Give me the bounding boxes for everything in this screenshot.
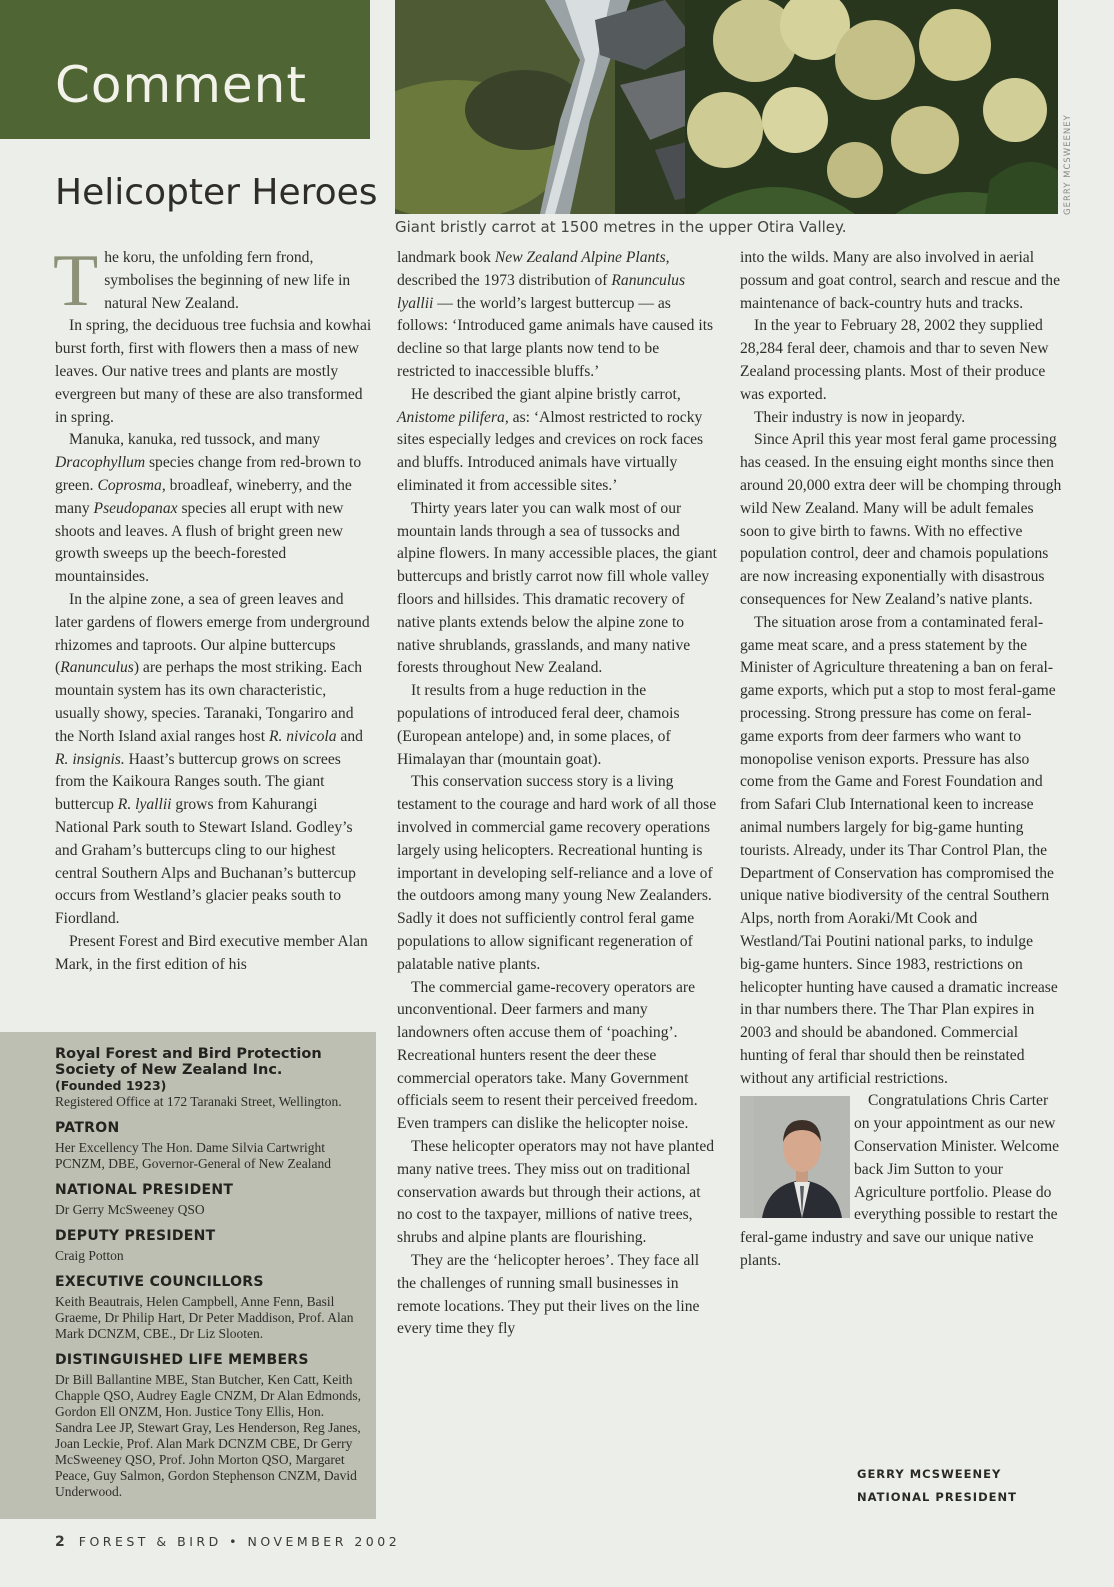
page-footer [55, 1534, 400, 1550]
patron-text: Her Excellency The Hon. Dame Silvia Cartwright PCNZM, DBE, Governor-General of New Zealand [55, 1140, 332, 1171]
photo-credit: GERRY MCSWEENEY [1063, 114, 1073, 215]
society-office: Registered Office at 172 Taranaki Street, Wellington. [55, 1094, 342, 1109]
author-signature [857, 1463, 1017, 1509]
society-info-box [0, 1032, 376, 1519]
paragraph-3: Manuka, kanuka, red tussock, and many Dracophyllum species change from red-brown to green. Coprosma, broadleaf, wineberry, and the many Pseudopanax species all erupt with new shoots and leaves. A flush of bright green new growth sweeps up the beech-forested mountainsides. [55, 431, 362, 586]
paragraph-7: Thirty years later you can walk most of our mountain lands through a sea of tussocks and alpine flowers. In many accessible places, the giant buttercups and bristly carrot now fill whole valley floors and hillsides. This dramatic recovery of native plants extends below the alpine zone to native shrublands, grasslands, and many native forests throughout New Zealand. [397, 499, 717, 677]
paragraph-2: In spring, the deciduous tree fuchsia and kowhai burst forth, first with flowers then a mass of new leaves. Our native trees and plants are mostly evergreen but many of these are also transformed in spring. [55, 317, 372, 426]
paragraph-9: This conservation success story is a living testament to the courage and hard work of all those involved in commercial game recovery operations largely using helicopters. Recreational hunting is important in developing self-reliance and a love of the outdoors among many young New Zealanders. Sadly it does not sufficiently control feral game populations to allow significant regeneration of palatable native plants. [397, 773, 717, 973]
paragraph-10: The commercial game-recovery operators are unconventional. Deer farmers and many landowners often accuse them of ‘poaching’. Recreational hunters resent the deer these commercial operators take. Many Government officials seem to resent their perceived freedom. Even trampers can dislike the helicopter noise. [397, 978, 698, 1133]
paragraph-5-continued: landmark book New Zealand Alpine Plants, described the 1973 distribution of Ranunculus lyallii — the world’s largest buttercup — as follows: ‘Introduced game animals have caused its decline so that large plants now tend to be restricted to inaccessible bluffs.’ [397, 249, 714, 380]
deputy-text: Craig Potton [55, 1248, 124, 1263]
councillors-text: Keith Beautrais, Helen Campbell, Anne Fenn, Basil Graeme, Dr Philip Hart, Dr Peter Maddison, Prof. Alan Mark DCNZM, CBE., Dr Liz Slooten. [55, 1294, 354, 1341]
paragraph-16: The situation arose from a contaminated feral-game meat scare, and a press statement by the Minister of Agriculture threatening a ban on feral-game exports, which put a stop to most feral-game processing. Strong pressure has come on feral-game exports from deer farmers who want to monopolise venison exports. Pressure has also come from the Game and Forest Foundation and from Safari Club International keen to increase animal numbers largely for big-game hunting tourists. Already, under its Thar Control Plan, the Department of Conservation has compromised the unique native biodiversity of the central Southern Alps, north from Aoraki/Mt Cook and Westland/Tai Poutini national parks, to indulge big-game hunters. Since 1983, restrictions on helicopter hunting have caused a dramatic increase in thar numbers there. The Thar Plan expires in 2003 and should be abandoned. Commercial hunting of feral thar should then be reinstated without any artificial restrictions. [740, 613, 1058, 1087]
life-members-heading: DISTINGUISHED LIFE MEMBERS [55, 1352, 309, 1368]
patron-heading: PATRON [55, 1120, 120, 1136]
paragraph-17: Congratulations Chris Carter on your appointment as our new Conservation Minister. Welcome back Jim Sutton to your Agriculture portfolio. Please do everything possible to restart the feral-game industry and save our unique native plants. [740, 1092, 1060, 1270]
deputy-heading: DEPUTY PRESIDENT [55, 1228, 216, 1244]
paragraph-14: Their industry is now in jeopardy. [754, 408, 966, 426]
paragraph-13: In the year to February 28, 2002 they supplied 28,284 feral deer, chamois and thar to seven New Zealand processing plants. Most of their produce was exported. [740, 317, 1049, 403]
paragraph-1: The koru, the unfolding fern frond, symbolises the beginning of new life in natural New Zealand. [53, 240, 351, 322]
paragraph-12: They are the ‘helicopter heroes’. They face all the challenges of running small businesses in remote locations. They put their lives on the line every time they fly [397, 1252, 700, 1338]
life-members-text: Dr Bill Ballantine MBE, Stan Butcher, Ken Catt, Keith Chapple QSO, Audrey Eagle CNZM, Dr Alan Edmonds, Gordon Ell ONZM, Hon. Justice Tony Ellis, Hon. Sandra Lee JP, Stewart Gray, Les Henderson, Reg Janes, Joan Leckie, Prof. Alan Mark DCNZM CBE, Dr Gerry McSweeney QSO, Prof. John Morton QSO, Margaret Peace, Guy Salmon, Gordon Stephenson CNZM, David Underwood. [55, 1372, 361, 1499]
paragraph-8: It results from a huge reduction in the populations of introduced feral deer, chamois (European antelope) and, in some places, of Himalayan thar (mountain goat). [397, 682, 680, 768]
article-column-3 [740, 247, 1062, 1273]
society-founded: (Founded 1923) [55, 1078, 167, 1093]
section-label: Comment [55, 56, 307, 114]
paragraph-6: He described the giant alpine bristly carrot, Anistome pilifera, as: ‘Almost restricted to rocky sites especially ledges and crevices on rock faces and bluffs. Introduced animals have virtually eliminated it from accessible sites.’ [397, 385, 704, 494]
comment-banner [0, 0, 370, 139]
president-text: Dr Gerry McSweeney QSO [55, 1202, 205, 1217]
author-portrait [740, 1096, 836, 1218]
paragraph-15: Since April this year most feral game processing has ceased. In the ensuing eight months since then around 20,000 extra deer will be chomping through wild New Zealand. Many will be adult females soon to give birth to fawns. With no effective population control, deer and chamois populations are now increasing exponentially with disastrous consequences for New Zealand’s native plants. [740, 431, 1062, 608]
article-column-2 [397, 247, 717, 1341]
paragraph-5: Present Forest and Bird executive member Alan Mark, in the first edition of his [55, 932, 368, 973]
page-number: 2 [55, 1534, 65, 1550]
article-column-1 [53, 240, 375, 977]
paragraph-12-continued: into the wilds. Many are also involved in aerial possum and goat control, search and rescue and the maintenance of back-country huts and tracks. [740, 249, 1060, 312]
president-heading: NATIONAL PRESIDENT [55, 1182, 234, 1198]
footer-text: FOREST & BIRD • NOVEMBER 2002 [78, 1534, 401, 1549]
councillors-heading: EXECUTIVE COUNCILLORS [55, 1274, 264, 1290]
giant-bristly-carrot-photo [395, 0, 1058, 214]
paragraph-11: These helicopter operators may not have planted many native trees. They miss out on traditional conservation awards but through their actions, at no cost to the taxpayer, millions of native trees, shrubs and alpine plants are flourishing. [397, 1138, 715, 1247]
article-headline: Helicopter Heroes [55, 172, 378, 213]
author-name: GERRY MCSWEENEY [857, 1467, 1002, 1481]
society-name: Royal Forest and Bird Protection Society of New Zealand Inc. [55, 1046, 322, 1078]
author-title: NATIONAL PRESIDENT [857, 1490, 1017, 1504]
drop-cap: T [53, 240, 99, 322]
paragraph-4: In the alpine zone, a sea of green leaves and later gardens of flowers emerge from underground rhizomes and taproots. Our alpine buttercups (Ranunculus) are perhaps the most striking. Each mountain system has its own characteristic, usually showy, species. Taranaki, Tongariro and the North Island axial ranges host R. nivicola and R. insignis. Haast’s buttercup grows on screes from the Kaikoura Ranges south. The giant buttercup R. lyallii grows from Kahurangi National Park south to Stewart Island. Godley’s and Graham’s buttercups cling to our highest central Southern Alps and Buchanan’s buttercup occurs from Westland’s glacier peaks south to Fiordland. [55, 590, 370, 928]
photo-caption: Giant bristly carrot at 1500 metres in the upper Otira Valley. [395, 218, 847, 236]
